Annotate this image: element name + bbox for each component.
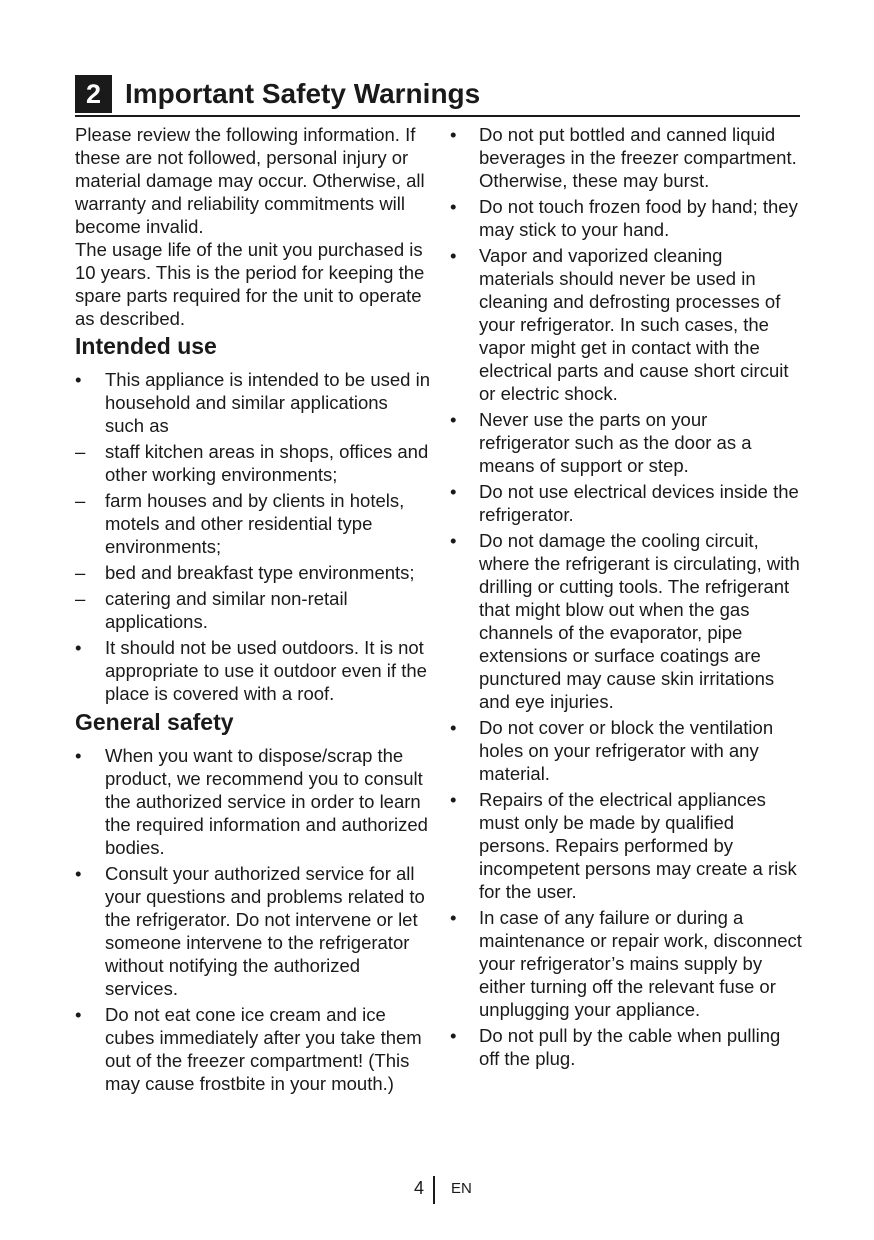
list-marker: • — [75, 369, 82, 390]
list-marker: • — [450, 409, 457, 430]
page-number: 4 — [414, 1178, 425, 1198]
list-item — [450, 480, 802, 526]
general-safety-list — [75, 744, 430, 1095]
list-item-text: Do not use electrical devices inside the refrigerator. — [479, 481, 799, 525]
general-safety-heading: General safety — [75, 709, 234, 735]
list-marker: • — [450, 196, 457, 217]
list-item — [450, 408, 802, 477]
list-marker: • — [450, 530, 457, 551]
list-item — [450, 244, 802, 405]
list-item — [450, 716, 802, 785]
list-item — [450, 788, 802, 903]
list-item-text: Vapor and vaporized cleaning materials should never be used in cleaning and defrosting processes of your refrigerator. In such cases, the vapor might get in contact with the electrical parts and cause short circuit or electric shock. — [479, 245, 789, 404]
list-item-text: bed and breakfast type environments; — [105, 562, 415, 583]
intended-use-list — [75, 368, 430, 705]
chapter-header — [75, 75, 800, 117]
list-item — [75, 1003, 430, 1095]
list-item — [75, 561, 430, 584]
list-item-text: farm houses and by clients in hotels, motels and other residential type environments; — [105, 490, 405, 557]
list-item-text: Do not cover or block the ventilation holes on your refrigerator with any material. — [479, 717, 774, 784]
chapter-number-badge: 2 — [75, 75, 112, 113]
chapter-title: Important Safety Warnings — [125, 78, 481, 109]
list-item-text: Repairs of the electrical appliances must only be made by qualified persons. Repairs performed by incompetent persons may create a risk for the user. — [479, 789, 797, 902]
list-marker: • — [75, 863, 82, 884]
list-marker: • — [450, 245, 457, 266]
list-item-text: Do not damage the cooling circuit, where the refrigerant is circulating, with drilling or cutting tools. The refrigerant that might blow out when the gas channels of the evaporator, pipe extensions or surface coatings are punctured may cause skin irritations and eye injuries. — [479, 530, 800, 712]
list-marker: • — [75, 1004, 82, 1025]
list-item — [450, 195, 802, 241]
list-marker: • — [75, 745, 82, 766]
page-footer — [0, 1176, 874, 1204]
list-item-text: When you want to dispose/scrap the product, we recommend you to consult the authorized service in order to learn the required information and authorized bodies. — [105, 745, 428, 858]
list-item — [450, 906, 802, 1021]
list-item-text: Do not eat cone ice cream and ice cubes immediately after you take them out of the freezer compartment! (This may cause frostbite in your mouth.) — [105, 1004, 422, 1094]
list-item-text: catering and similar non-retail applications. — [105, 588, 348, 632]
intended-use-heading: Intended use — [75, 333, 217, 359]
list-item-text: Do not put bottled and canned liquid beverages in the freezer compartment. Otherwise, these may burst. — [479, 124, 797, 191]
usage-life-paragraph: The usage life of the unit you purchased is 10 years. This is the period for keeping the spare parts required for the unit to operate as described. — [75, 239, 425, 329]
safety-warnings-list — [450, 123, 802, 1070]
list-marker: • — [450, 789, 457, 810]
list-marker: • — [450, 907, 457, 928]
list-marker: • — [75, 637, 82, 658]
list-marker: – — [75, 588, 86, 609]
list-marker: • — [450, 481, 457, 502]
list-item-text: This appliance is intended to be used in household and similar applications such as — [105, 369, 430, 436]
list-item-text: It should not be used outdoors. It is not appropriate to use it outdoor even if the place is covered with a roof. — [105, 637, 427, 704]
language-code: EN — [451, 1180, 472, 1197]
list-marker: • — [450, 124, 457, 145]
list-item — [450, 1024, 802, 1070]
list-item — [75, 862, 430, 1000]
list-marker: • — [450, 1025, 457, 1046]
left-column — [75, 123, 430, 1098]
list-item — [450, 123, 802, 192]
list-item-text: Do not touch frozen food by hand; they may stick to your hand. — [479, 196, 798, 240]
list-marker: – — [75, 441, 86, 462]
list-item — [75, 489, 430, 558]
list-item — [75, 440, 430, 486]
right-column — [450, 123, 802, 1073]
footer-divider — [433, 1176, 435, 1204]
list-item-text: Consult your authorized service for all your questions and problems related to the refrigerator. Do not intervene or let someone intervene to the refrigerator without notifying the authorized services. — [105, 863, 425, 999]
list-item — [75, 368, 430, 437]
list-marker: – — [75, 562, 86, 583]
list-marker: • — [450, 717, 457, 738]
intro-paragraph: Please review the following information. If these are not followed, personal injury or material damage may occur. Otherwise, all warranty and reliability commitments will become invalid. — [75, 124, 425, 237]
list-marker: – — [75, 490, 86, 511]
list-item — [75, 587, 430, 633]
list-item-text: Do not pull by the cable when pulling off the plug. — [479, 1025, 781, 1069]
list-item-text: Never use the parts on your refrigerator such as the door as a means of support or step. — [479, 409, 752, 476]
list-item-text: In case of any failure or during a maintenance or repair work, disconnect your refrigerator’s mains supply by either turning off the relevant fuse or unplugging your appliance. — [479, 907, 802, 1020]
list-item-text: staff kitchen areas in shops, offices and other working environments; — [105, 441, 429, 485]
list-item — [75, 744, 430, 859]
list-item — [450, 529, 802, 713]
list-item — [75, 636, 430, 705]
